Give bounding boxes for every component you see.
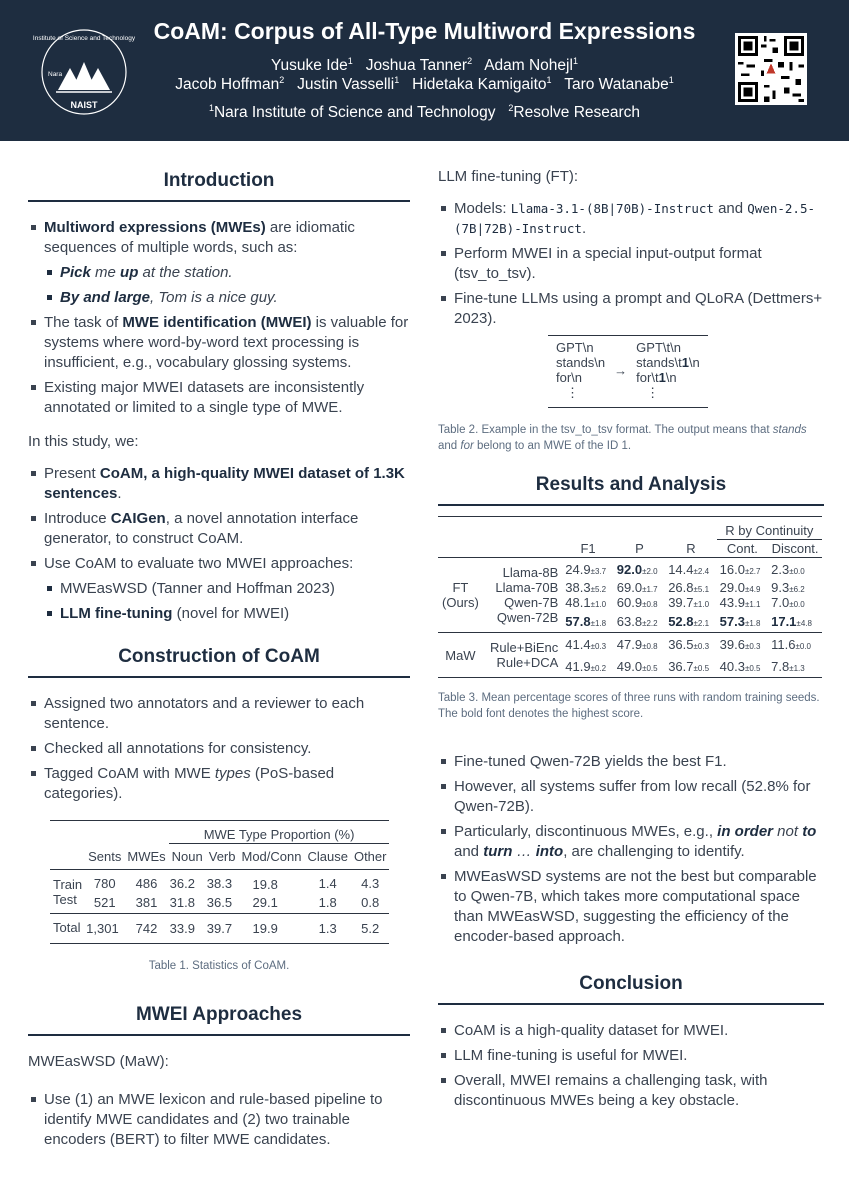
score-cell: 39.6±0.3 [719,636,761,652]
author-nohejl: Adam Nohejl [484,57,573,75]
stats-row-train: Train 780 486 36.2 38.3 19.8 1.4 4.3 [50,870,389,893]
model-name: Qwen-7B [504,595,559,610]
score-cell: 47.9±0.8 [616,636,658,652]
ft-bullet-format: Perform MWEI in a special input-output format (tsv_to_tsv). [438,244,824,284]
construction-bullet-checked: Checked all annotations for consistency. [28,739,410,759]
authors-line-2: Jacob Hoffman$^2$ Justin Vasselli$^1$ Hidetaka Kamigaito$^1$ Taro Watanabe$^1$ [175,75,674,94]
left-column [28,160,410,1155]
intro-example-1: Pick me up at the station. [44,263,410,283]
logo-text-top: Institute of Science and Technology [32,35,136,42]
stats-row-test: Test 521 381 31.8 36.5 29.1 1.8 0.8 [53,892,380,910]
continuity-group-header: R by Continuity [717,517,822,540]
results-rule [438,504,824,506]
ft-bullet-qlora: Fine-tune LLMs using a prompt and QLoRA (Dettmers+ 2023). [438,289,824,329]
tsv-example-table: GPT\n GPT\t\n stands\n → stands\t1\n for\n for\t1\n ⋮ ⋮ [548,335,708,408]
model-name: Qwen-72B [496,610,559,625]
construction-bullet-tagged: Tagged CoAM with MWE types (PoS-based categories). [28,764,410,804]
results-bullet-best: Fine-tuned Qwen-72B yields the best F1. [438,752,824,772]
conclusion-bullet-overall: Overall, MWEI remains a challenging task, with discontinuous MWEs being a key obstacle. [438,1071,824,1111]
coam-stats-table [50,820,389,944]
poster-header [0,0,849,141]
intro-example-2: By and large, Tom is a nice guy. [44,288,410,308]
tsv-arrow: → [614,362,628,378]
score-cell: 2.3±0.0 [771,561,805,577]
model-name: Rule+DCA [496,655,559,670]
study-bullet-coam: Present CoAM, a high-quality MWEI dataset of 1.3K sentences. [28,464,410,504]
logo-text-left: Nara [48,71,63,78]
affil-resolve: Resolve Research [513,104,641,122]
conclusion-rule [438,1003,824,1005]
score-cell: 57.3±1.8 [719,613,761,629]
construction-title: Construction of CoAM [118,646,320,667]
ft-list [438,199,824,329]
maw-bullet: Use (1) an MWE lexicon and rule-based pipeline to identify MWE candidates and (2) two trainable encoders (BERT) to filter MWE candidates. [28,1090,410,1150]
score-cell: 69.0±1.7 [616,580,658,595]
approaches-title: MWEI Approaches [135,1004,303,1025]
score-cell: 9.3±6.2 [771,580,805,595]
conclusion-title: Conclusion [579,973,683,994]
author-vasselli: Justin Vasselli [297,76,395,94]
authors-line-1: Yusuke Ide$^1$ Joshua Tanner$^2$ Adam Nohejl$^1$ [271,56,578,75]
intro-study: In this study, we: [28,433,139,450]
results-list [438,752,824,947]
score-cell: 49.0±0.5 [616,658,658,674]
affil-naist: Nara Institute of Science and Technology [213,104,496,122]
score-cell: 7.0±0.0 [771,595,805,610]
model-name: Rule+BiEnc [490,640,559,655]
stats-header-row: Sents MWEs Noun Verb Mod/Conn Clause Other [88,848,387,864]
results-bullet-discont: Particularly, discontinuous MWEs, e.g., in order not to and turn … into, are challenging to identify. [438,822,824,862]
score-cell: 52.8±2.1 [668,613,710,629]
conclusion-bullet-coam: CoAM is a high-quality dataset for MWEI. [438,1021,824,1041]
construction-rule [28,676,410,678]
conclusion-list [438,1021,824,1111]
affiliations: $^1$Nara Institute of Science and Technology $^2$Resolve Research [208,103,641,122]
ft-bullet-models: Models: Llama-3.1-(8B|70B)-Instruct and Qwen-2.5-(7B|72B)-Instruct. [438,199,824,239]
intro-list [28,218,410,418]
author-ide: Yusuke Ide [271,57,348,75]
author-hoffman: Jacob Hoffman [175,76,280,94]
study-bullet-evaluate: Use CoAM to evaluate two MWEI approaches: [28,554,410,574]
maw-label: MWEasWSD (MaW): [28,1053,169,1070]
model-name: Llama-70B [495,580,559,595]
results-maw-group [438,633,822,678]
ft-label: LLM fine-tuning (FT): [438,168,579,185]
results-table [438,516,822,678]
score-cell: 16.0±2.7 [719,561,761,577]
score-cell: 17.1±4.8 [771,613,812,629]
table2-caption: Table 2. Example in the tsv_to_tsv format. The output means that stands and for belong to an MWE of the ID 1. [438,424,807,452]
results-row [438,580,822,595]
approaches-rule [28,1034,410,1036]
study-sub-llm: LLM fine-tuning (novel for MWEI) [44,604,410,624]
intro-rule [28,200,410,202]
results-row [438,655,822,678]
score-cell: 36.5±0.3 [668,636,710,652]
study-list [28,464,410,624]
score-cell: 7.8±1.3 [771,658,805,674]
intro-bullet-mwe: Multiword expressions (MWEs) are idiomatic sequences of multiple words, such as: [28,218,410,258]
results-row [438,595,822,610]
score-cell: 41.9±0.2 [565,658,607,674]
conclusion-bullet-ft: LLM fine-tuning is useful for MWEI. [438,1046,824,1066]
score-cell: 29.0±4.9 [719,580,761,595]
results-row [438,610,822,633]
right-column [438,160,824,1116]
score-cell: 63.8±2.2 [616,613,658,629]
results-bullet-recall: However, all systems suffer from low recall (52.8% for Qwen-72B). [438,777,824,817]
poster-title: CoAM: Corpus of All-Type Multiword Expressions [153,18,696,44]
maw-list [28,1090,410,1150]
results-group-label: MaW [445,647,476,663]
score-cell: 40.3±0.5 [719,658,761,674]
score-cell: 36.7±0.5 [668,658,710,674]
study-bullet-caigen: Introduce CAIGen, a novel annotation interface generator, to construct CoAM. [28,509,410,549]
model-name: Llama-8B [502,565,559,580]
results-row [438,633,822,656]
construction-list [28,694,410,804]
score-cell: 43.9±1.1 [719,595,761,610]
stats-row-total: Total 1,301 742 33.9 39.7 19.9 1.3 5.2 [50,914,389,944]
score-cell: 57.8±1.8 [565,613,607,629]
author-kamigaito: Hidetaka Kamigaito [412,76,547,94]
score-cell: 38.3±5.2 [565,580,607,595]
score-cell: 39.7±1.0 [668,595,710,610]
mwe-type-group-header: MWE Type Proportion (%) [169,821,390,844]
results-bullet-efficiency: MWEasWSD systems are not the best but comparable to Qwen-7B, which takes more computational space than MWEasWSD, suggesting the efficiency of the encoder-based approach. [438,867,824,947]
score-cell: 26.8±5.1 [668,580,710,595]
author-watanabe: Taro Watanabe [564,76,669,94]
intro-bullet-datasets: Existing major MWEI datasets are inconsistently annotated or limited to a single type of MWE. [28,378,410,418]
score-cell: 92.0±2.0 [616,561,658,577]
table1-caption: Table 1. Statistics of CoAM. [148,960,290,972]
qr-code[interactable] [735,33,807,105]
intro-bullet-mwei: The task of MWE identification (MWEI) is valuable for systems where word-by-word text processing is insufficient, e.g., vocabulary glossing systems. [28,313,410,373]
results-title: Results and Analysis [535,474,727,495]
score-cell: 48.1±1.0 [565,595,607,610]
results-ft-group [438,558,822,633]
results-group-label: FT (Ours) [442,580,479,610]
score-cell: 41.4±0.3 [565,636,607,652]
score-cell: 60.9±0.8 [616,595,658,610]
intro-title: Introduction [163,170,275,191]
study-sub-mweaswsd: MWEasWSD (Tanner and Hoffman 2023) [44,579,410,599]
author-tanner: Joshua Tanner [365,57,468,75]
logo-text-bottom: NAIST [70,100,98,110]
construction-bullet-annotators: Assigned two annotators and a reviewer to each sentence. [28,694,410,734]
table3-caption: Table 3. Mean percentage scores of three runs with random training seeds. The bold font denotes the highest score. [438,692,820,720]
score-cell: 11.6±0.0 [771,636,811,652]
score-cell: 14.4±2.4 [668,561,710,577]
score-cell: 24.9±3.7 [565,561,607,577]
results-header-row: F1 P R Cont. Discont. [580,540,819,556]
results-row [438,558,822,581]
